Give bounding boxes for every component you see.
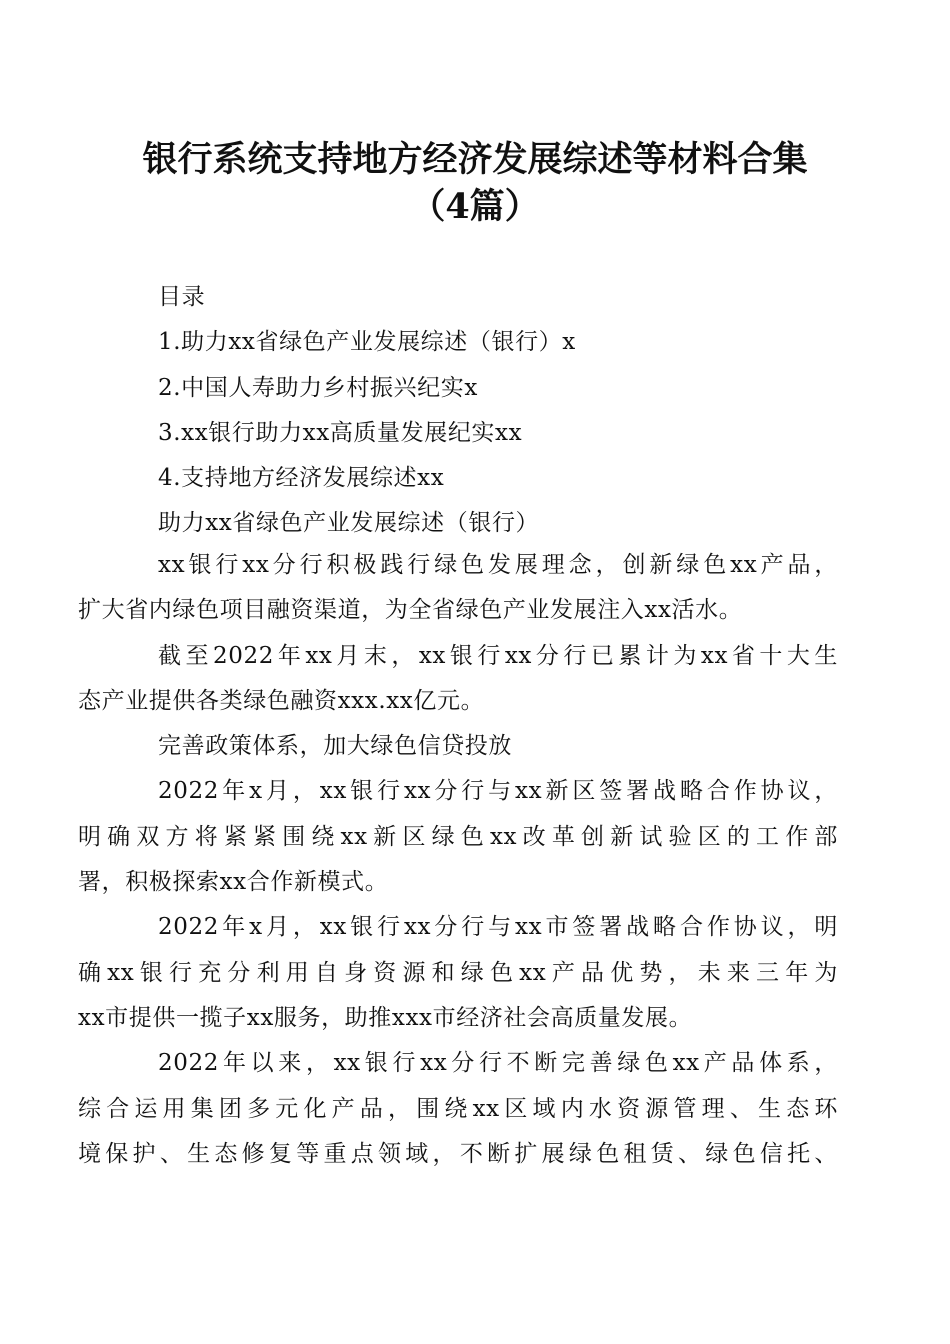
toc-item-4[interactable]: 4.支持地方经济发展综述xx [158, 465, 445, 492]
toc-item-1[interactable]: 1.助力xx省绿色产业发展综述（银行）x [158, 329, 576, 356]
article-heading: 助力xx省绿色产业发展综述（银行） [158, 510, 540, 537]
toc-heading: 目录 [158, 284, 206, 310]
paragraph-4-line-2: 确xx银行充分利用自身资源和绿色xx产品优势，未来三年为 [78, 959, 838, 986]
paragraph-3-line-1: 2022年x月，xx银行xx分行与xx新区签署战略合作协议， [158, 778, 838, 805]
paragraph-4-line-1: 2022年x月，xx银行xx分行与xx市签署战略合作协议，明 [158, 914, 838, 941]
toc-item-2[interactable]: 2.中国人寿助力乡村振兴纪实x [158, 374, 478, 401]
paragraph-5-line-2: 综合运用集团多元化产品，围绕xx区域内水资源管理、生态环 [78, 1095, 838, 1122]
document-title-count: （4篇） [410, 186, 540, 227]
paragraph-2-line-1: 截至2022年xx月末，xx银行xx分行已累计为xx省十大生 [158, 642, 838, 669]
paragraph-1-line-2: 扩大省内绿色项目融资渠道，为全省绿色产业发展注入xx活水。 [78, 597, 743, 624]
paragraph-3-line-3: 署，积极探索xx合作新模式。 [78, 869, 389, 896]
paragraph-5-line-1: 2022年以来，xx银行xx分行不断完善绿色xx产品体系， [158, 1050, 838, 1077]
paragraph-5-line-3: 境保护、生态修复等重点领域，不断扩展绿色租赁、绿色信托、 [78, 1140, 838, 1167]
document-title: 银行系统支持地方经济发展综述等材料合集 [142, 139, 808, 180]
section-heading: 完善政策体系，加大绿色信贷投放 [158, 733, 512, 760]
paragraph-3-line-2: 明确双方将紧紧围绕xx新区绿色xx改革创新试验区的工作部 [78, 823, 838, 850]
paragraph-4-line-3: xx市提供一揽子xx服务，助推xxx市经济社会高质量发展。 [78, 1004, 693, 1031]
toc-item-3[interactable]: 3.xx银行助力xx高质量发展纪实xx [158, 419, 523, 446]
paragraph-2-line-2: 态产业提供各类绿色融资xxx.xx亿元。 [78, 687, 485, 714]
paragraph-1-line-1: xx银行xx分行积极践行绿色发展理念，创新绿色xx产品， [158, 552, 838, 578]
article-body [78, 543, 838, 1177]
table-of-contents [118, 275, 838, 547]
